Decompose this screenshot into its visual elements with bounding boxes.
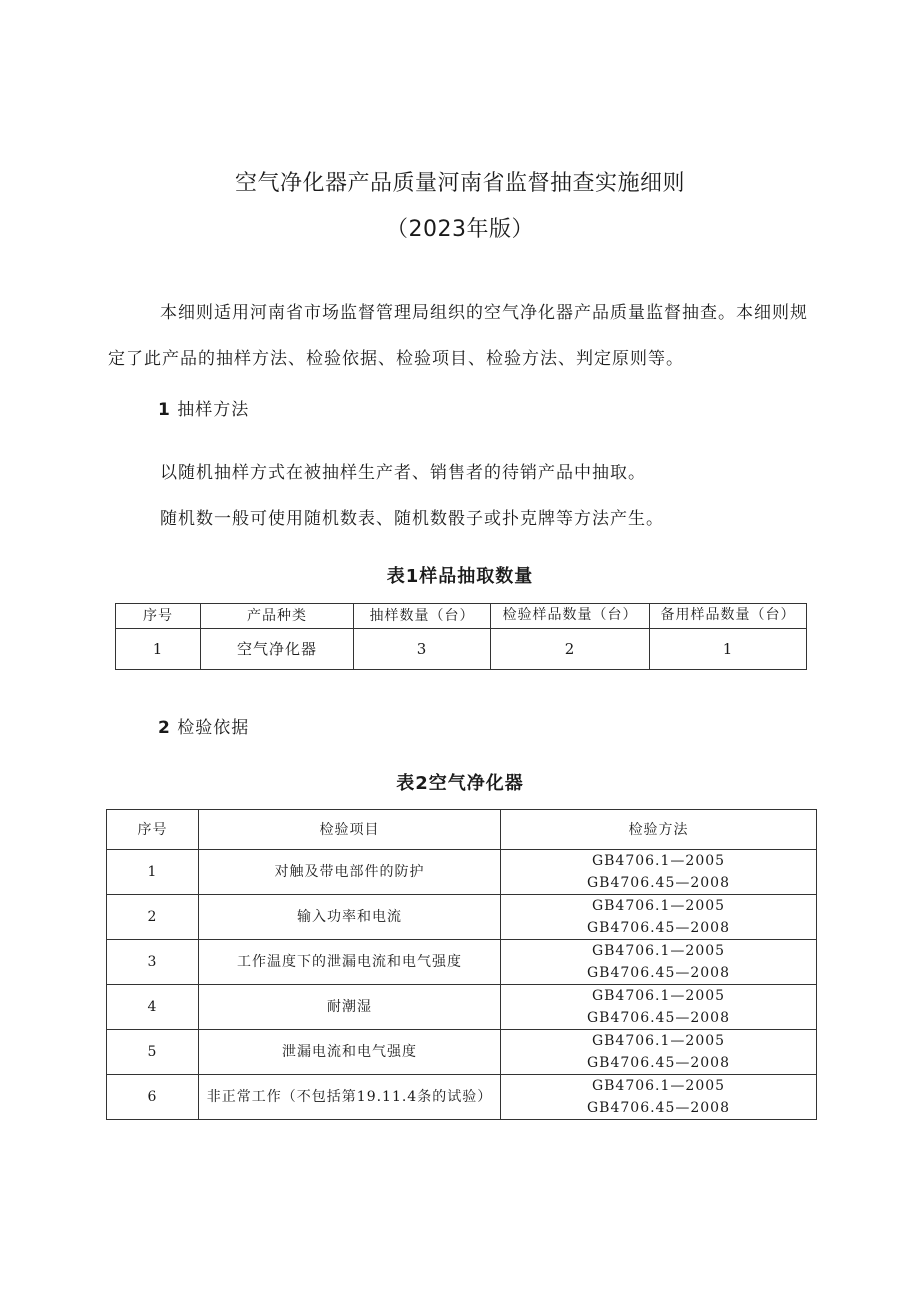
table-cell: 空气净化器 [201, 629, 354, 670]
section-2-number: 2 [158, 718, 171, 738]
row-number: 4 [107, 985, 199, 1030]
inspection-item: 非正常工作（不包括第19.11.4条的试验） [199, 1075, 501, 1120]
inspection-method [501, 850, 817, 895]
section-2-heading [158, 713, 249, 738]
row-number: 3 [107, 940, 199, 985]
table-2-caption-number: 2 [415, 773, 429, 794]
inspection-item: 泄漏电流和电气强度 [199, 1030, 501, 1075]
table-row [107, 985, 817, 1030]
table-header-cell: 备用样品数量（台） [650, 604, 807, 629]
table-header-cell: 抽样数量（台） [354, 604, 491, 629]
table-2-caption-prefix: 表 [396, 773, 416, 794]
method-standard: GB4706.1—2005 [591, 898, 726, 914]
method-standard: GB4706.1—2005 [591, 988, 726, 1004]
inspection-method [501, 895, 817, 940]
inspection-method [501, 940, 817, 985]
inspection-method [501, 985, 817, 1030]
method-standard: GB4706.1—2005 [591, 943, 726, 959]
table-row [107, 850, 817, 895]
inspection-item: 输入功率和电流 [199, 895, 501, 940]
table-2-caption [0, 769, 920, 795]
table-header-cell: 序号 [116, 604, 201, 629]
row-number: 5 [107, 1030, 199, 1075]
inspection-items-table [106, 809, 817, 1120]
inspection-item: 工作温度下的泄漏电流和电气强度 [199, 940, 501, 985]
method-standard: GB4706.1—2005 [591, 853, 726, 869]
sampling-text-1: 以随机抽样方式在被抽样生产者、销售者的待销产品中抽取。 [160, 463, 646, 483]
row-number: 2 [107, 895, 199, 940]
table-header-cell: 产品种类 [201, 604, 354, 629]
inspection-item: 对触及带电部件的防护 [199, 850, 501, 895]
table-header-row [107, 810, 817, 850]
table-2-caption-text: 空气净化器 [428, 773, 524, 794]
table-row [107, 895, 817, 940]
inspection-method [501, 1030, 817, 1075]
method-standard: GB4706.45—2008 [587, 875, 730, 891]
sample-quantity-table [115, 603, 807, 670]
table-row [107, 1075, 817, 1120]
method-standard: GB4706.45—2008 [587, 1100, 730, 1116]
method-standard: GB4706.45—2008 [587, 965, 730, 981]
section-2-title: 检验依据 [177, 718, 250, 738]
inspection-method [501, 1075, 817, 1120]
document-title: 空气净化器产品质量河南省监督抽查实施细则 [234, 171, 685, 196]
sampling-text-2: 随机数一般可使用随机数表、随机数骰子或扑克牌等方法产生。 [160, 509, 664, 529]
intro-paragraph: 本细则适用河南省市场监督管理局组织的空气净化器产品质量监督抽查。本细则规定了此产品的抽样方法、检验依据、检验项目、检验方法、判定原则等。 [108, 303, 808, 369]
table-1-caption-number: 1 [405, 566, 420, 587]
table-row [107, 1030, 817, 1075]
method-standard: GB4706.45—2008 [587, 1010, 730, 1026]
method-standard: GB4706.45—2008 [587, 920, 730, 936]
inspection-item: 耐潮湿 [199, 985, 501, 1030]
section-1-title: 抽样方法 [177, 400, 250, 420]
method-standard: GB4706.45—2008 [587, 1055, 730, 1071]
table-header-cell: 检验项目 [199, 810, 501, 850]
method-standard: GB4706.1—2005 [591, 1078, 726, 1094]
table-header-cell: 检验样品数量（台） [491, 604, 650, 629]
table-cell: 2 [491, 629, 650, 670]
section-1-heading [158, 395, 249, 420]
table-row [107, 940, 817, 985]
row-number: 6 [107, 1075, 199, 1120]
document-edition: （2023年版） [386, 217, 534, 242]
section-1-number: 1 [158, 400, 171, 420]
row-number: 1 [107, 850, 199, 895]
table-cell: 3 [354, 629, 491, 670]
table-row [116, 629, 807, 670]
table-1-caption [0, 562, 920, 588]
table-header-cell: 序号 [107, 810, 199, 850]
table-header-row [116, 604, 807, 629]
method-standard: GB4706.1—2005 [591, 1033, 726, 1049]
table-cell: 1 [116, 629, 201, 670]
table-cell: 1 [650, 629, 807, 670]
table-header-cell: 检验方法 [501, 810, 817, 850]
table-1-caption-prefix: 表 [386, 566, 406, 587]
table-1-caption-text: 样品抽取数量 [419, 566, 534, 587]
